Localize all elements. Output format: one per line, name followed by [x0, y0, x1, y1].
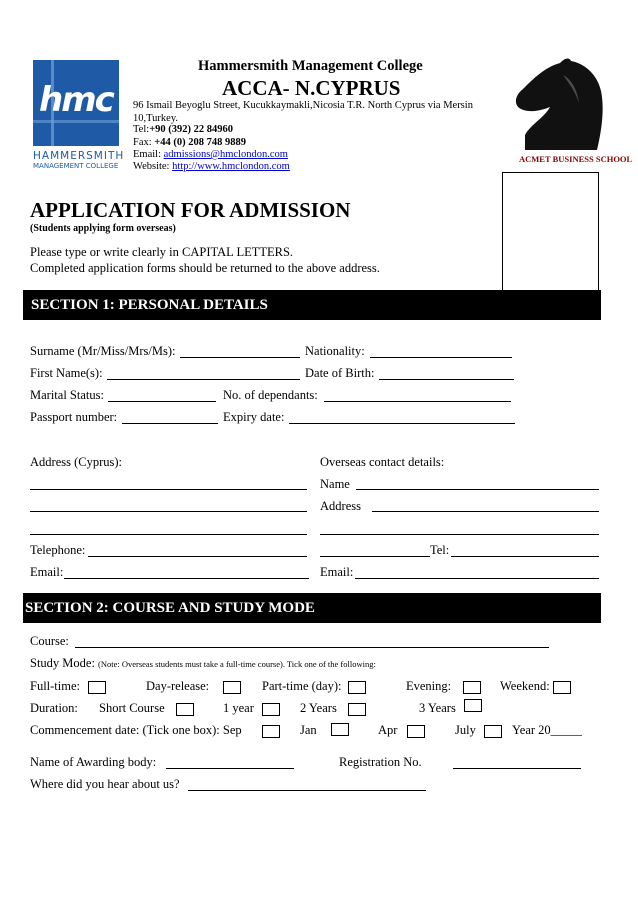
- address-cyprus-line-3[interactable]: [30, 534, 307, 535]
- dayrelease-checkbox[interactable]: [223, 681, 241, 694]
- dob-field[interactable]: [379, 379, 514, 380]
- overseas-address-field[interactable]: [372, 511, 599, 512]
- overseas-tel-label: Tel:: [430, 543, 450, 557]
- form-title: APPLICATION FOR ADMISSION: [30, 198, 351, 222]
- year-label: Year 20_____: [512, 723, 582, 737]
- email-left-field[interactable]: [64, 578, 309, 579]
- expiry-label: Expiry date:: [223, 410, 285, 424]
- contact-tel: Tel:+90 (392) 22 84960: [133, 124, 234, 135]
- hmc-logo-sub1: HAMMERSMITH: [33, 150, 125, 162]
- short-course-label: Short Course: [99, 701, 165, 715]
- telephone-field[interactable]: [88, 556, 307, 557]
- section2-header: [23, 593, 601, 623]
- marital-field[interactable]: [108, 401, 216, 402]
- hear-about-field[interactable]: [188, 790, 426, 791]
- address-cyprus-line-1[interactable]: [30, 489, 307, 490]
- overseas-tel-pre-line[interactable]: [320, 556, 430, 557]
- email-link[interactable]: admissions@hmclondon.com: [163, 149, 288, 160]
- first-names-label: First Name(s):: [30, 366, 103, 380]
- campus-name: ACCA- N.CYPRUS: [222, 76, 401, 100]
- fulltime-label: Full-time:: [30, 679, 80, 693]
- hmc-logo: [33, 60, 125, 172]
- contact-fax: Fax: +44 (0) 208 748 9889: [133, 137, 247, 148]
- three-years-checkbox[interactable]: [464, 699, 482, 712]
- sep-checkbox[interactable]: [262, 725, 280, 738]
- one-year-checkbox[interactable]: [262, 703, 280, 716]
- email-right-field[interactable]: [355, 578, 599, 579]
- commencement-label: Commencement date: (Tick one box): Sep: [30, 723, 242, 737]
- section2-title: SECTION 2: COURSE AND STUDY MODE: [25, 600, 315, 616]
- hmc-logo-mark: [33, 60, 119, 146]
- nationality-label: Nationality:: [305, 344, 365, 358]
- study-mode-label: Study Mode:: [30, 656, 95, 670]
- marital-label: Marital Status:: [30, 388, 104, 402]
- nationality-field[interactable]: [370, 357, 512, 358]
- hmc-logo-sub2: MANAGEMENT COLLEGE: [33, 162, 119, 170]
- registration-label: Registration No.: [339, 755, 422, 769]
- fulltime-checkbox[interactable]: [88, 681, 106, 694]
- college-address: 96 Ismail Beyoglu Street, Kucukkaymakli,Nicosia T.R. North Cyprus via Mersin 10,Turkey.: [133, 100, 473, 124]
- surname-field[interactable]: [180, 357, 300, 358]
- dependants-label: No. of dependants:: [223, 388, 318, 402]
- two-years-checkbox[interactable]: [348, 703, 366, 716]
- apr-label: Apr: [378, 723, 398, 737]
- passport-field[interactable]: [122, 423, 218, 424]
- overseas-name-field[interactable]: [356, 489, 599, 490]
- acmet-logo-text: ACMET BUSINESS SCHOOL: [519, 154, 633, 164]
- jan-checkbox[interactable]: [331, 723, 349, 736]
- awarding-body-label: Name of Awarding body:: [30, 755, 157, 769]
- expiry-field[interactable]: [289, 423, 515, 424]
- section1-title: SECTION 1: PERSONAL DETAILS: [31, 297, 268, 313]
- short-course-checkbox[interactable]: [176, 703, 194, 716]
- instruction-2: Completed application forms should be returned to the above address.: [30, 261, 380, 275]
- hear-about-label: Where did you hear about us?: [30, 777, 180, 791]
- evening-checkbox[interactable]: [463, 681, 481, 694]
- acmet-logo: [505, 55, 633, 167]
- website-link[interactable]: http://www.hmclondon.com: [172, 161, 290, 172]
- apr-checkbox[interactable]: [407, 725, 425, 738]
- dayrelease-label: Day-release:: [146, 679, 210, 693]
- parttime-label: Part-time (day):: [262, 679, 342, 693]
- overseas-name-label: Name: [320, 477, 350, 491]
- email-right-label: Email:: [320, 565, 354, 579]
- address-cyprus-label: Address (Cyprus):: [30, 455, 123, 469]
- july-label: July: [455, 723, 476, 737]
- overseas-address-label: Address: [320, 499, 361, 513]
- contact-email: Email: admissions@hmclondon.com: [133, 149, 288, 160]
- two-years-label: 2 Years: [300, 701, 337, 715]
- evening-label: Evening:: [406, 679, 452, 693]
- three-years-label: 3 Years: [419, 701, 456, 715]
- instruction-1: Please type or write clearly in CAPITAL LETTERS.: [30, 245, 294, 259]
- course-field[interactable]: [75, 647, 549, 648]
- overseas-tel-field[interactable]: [451, 556, 599, 557]
- jan-label: Jan: [300, 723, 317, 737]
- form-subtitle: (Students applying form overseas): [30, 223, 176, 234]
- knight-icon: [505, 55, 613, 155]
- section1-header: [23, 290, 601, 320]
- dob-label: Date of Birth:: [305, 366, 375, 380]
- passport-label: Passport number:: [30, 410, 118, 424]
- surname-label: Surname (Mr/Miss/Mrs/Ms):: [30, 344, 176, 358]
- telephone-label: Telephone:: [30, 543, 86, 557]
- dependants-field[interactable]: [324, 401, 511, 402]
- first-names-field[interactable]: [107, 379, 300, 380]
- study-mode-note: (Note: Overseas students must take a full-time course). Tick one of the following:: [98, 659, 376, 669]
- weekend-checkbox[interactable]: [553, 681, 571, 694]
- email-left-label: Email:: [30, 565, 64, 579]
- awarding-body-field[interactable]: [166, 768, 294, 769]
- hmc-logo-text: hmc: [39, 80, 113, 120]
- weekend-label: Weekend:: [500, 679, 550, 693]
- photo-box[interactable]: [502, 172, 599, 307]
- registration-field[interactable]: [453, 768, 581, 769]
- duration-label: Duration:: [30, 701, 78, 715]
- address-cyprus-line-2[interactable]: [30, 511, 307, 512]
- overseas-contact-label: Overseas contact details:: [320, 455, 445, 469]
- july-checkbox[interactable]: [484, 725, 502, 738]
- contact-website: Website: http://www.hmclondon.com: [133, 161, 290, 172]
- one-year-label: 1 year: [223, 701, 254, 715]
- overseas-address-line-2[interactable]: [320, 534, 599, 535]
- college-name: Hammersmith Management College: [198, 58, 423, 74]
- parttime-checkbox[interactable]: [348, 681, 366, 694]
- course-label: Course:: [30, 634, 69, 648]
